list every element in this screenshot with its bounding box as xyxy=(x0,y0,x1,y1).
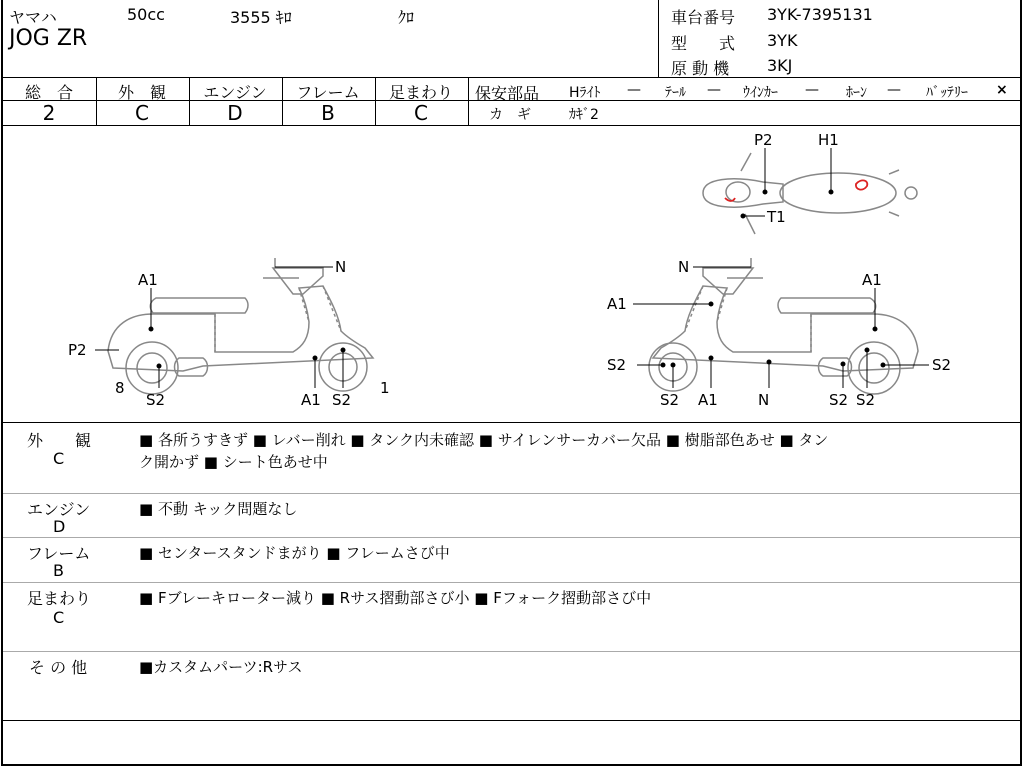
safety-item-horn: ﾎｰﾝ xyxy=(846,85,867,101)
grade-value-suspension: C xyxy=(414,101,428,125)
safety-item-headlight: Hﾗｲﾄ xyxy=(569,85,601,101)
comment-label-exterior: 外 観 xyxy=(27,431,92,450)
grade-label-engine: エンジン xyxy=(203,83,267,102)
diagram-bottom-rule xyxy=(3,422,1020,423)
diagram-label: P2 xyxy=(754,131,773,149)
diagram-label: A1 xyxy=(698,391,718,409)
diagram-label: A1 xyxy=(862,271,882,289)
diagram-label: N xyxy=(335,258,347,276)
comment-text-other: ■カスタムパーツ:Rサス xyxy=(139,658,303,676)
comment-text-frame: ■ センタースタンドまがり ■ フレームさび中 xyxy=(139,544,450,562)
displacement: 50cc xyxy=(127,5,165,24)
row-rule xyxy=(3,493,1020,494)
grade-value-engine: D xyxy=(227,101,243,125)
safety-parts-label: 保安部品 xyxy=(475,84,540,103)
frame-number-label: 車台番号 xyxy=(671,8,736,27)
safety-item-tail: ﾃｰﾙ xyxy=(665,85,686,101)
diagram-label: P2 xyxy=(68,341,87,359)
bottom-rule xyxy=(3,720,1020,721)
frame-number: 3YK-7395131 xyxy=(767,5,873,24)
comment-text-exterior: ■ 各所うすきず ■ レバー削れ ■ タンク内未確認 ■ サイレンサーカバー欠品 ■ 樹脂部色あせ ■ タン xyxy=(139,431,829,449)
model-name: JOG ZR xyxy=(9,26,88,51)
diagram-label: A1 xyxy=(301,391,321,409)
maker: ヤマハ xyxy=(9,8,57,27)
comment-grade-frame: B xyxy=(53,561,64,580)
grade-value-overall: 2 xyxy=(42,101,56,125)
type-label: 型 式 xyxy=(671,34,736,53)
safety-status-battery: × xyxy=(996,82,1008,98)
safety-status-winker: — xyxy=(805,82,819,98)
comment-text-exterior-2: ク開かず ■ シート色あせ中 xyxy=(139,453,328,471)
safety-item-winker: ｳｲﾝｶｰ xyxy=(743,85,778,101)
grade-value-frame: B xyxy=(321,101,335,125)
comment-label-other: そ の 他 xyxy=(29,658,88,677)
key-label: カ ギ xyxy=(489,107,531,123)
diagram-label: 8 xyxy=(115,379,125,397)
safety-item-battery: ﾊﾞｯﾃﾘｰ xyxy=(926,85,968,101)
diagram-label: S2 xyxy=(660,391,680,409)
comment-grade-exterior: C xyxy=(53,449,65,468)
key-value: ｶｷﾞ2 xyxy=(569,107,599,123)
header-rule xyxy=(3,77,1020,78)
diagram-label: S2 xyxy=(856,391,876,409)
comment-label-suspension: 足まわり xyxy=(27,589,92,608)
scooter-top-view xyxy=(703,153,917,234)
comment-label-frame: フレーム xyxy=(27,544,91,563)
safety-status-tail: — xyxy=(707,82,721,98)
comment-grade-engine: D xyxy=(53,517,66,536)
row-rule xyxy=(3,582,1020,583)
diagram-label: S2 xyxy=(829,391,849,409)
comment-label-engine: エンジン xyxy=(27,500,91,519)
row-rule xyxy=(3,537,1020,538)
safety-status-horn: — xyxy=(887,82,901,98)
engine-type-label: 原 動 機 xyxy=(671,59,730,78)
comment-text-engine: ■ 不動 キック問題なし xyxy=(139,500,298,518)
color: ｸﾛ xyxy=(398,8,415,27)
inspection-sheet xyxy=(1,0,1022,766)
damage-diagram xyxy=(3,126,1020,422)
grade-label-overall: 総 合 xyxy=(24,83,73,102)
header-divider xyxy=(658,0,659,77)
diagram-label: S2 xyxy=(146,391,166,409)
safety-status-headlight: — xyxy=(627,82,641,98)
engine-type-value: 3KJ xyxy=(767,56,793,75)
diagram-label: T1 xyxy=(767,208,786,226)
diagram-label: 1 xyxy=(380,379,390,397)
diagram-label: N xyxy=(678,258,690,276)
diagram-label: S2 xyxy=(607,356,627,374)
grade-value-exterior: C xyxy=(135,101,149,125)
grade-divider xyxy=(468,77,469,125)
row-rule xyxy=(3,651,1020,652)
diagram-label: A1 xyxy=(138,271,158,289)
comment-text-suspension: ■ Fブレーキローター減り ■ Rサス摺動部さび小 ■ Fフォーク摺動部さび中 xyxy=(139,589,652,607)
diagram-label: S2 xyxy=(932,356,952,374)
damage-marks xyxy=(725,180,867,201)
type-value: 3YK xyxy=(767,31,798,50)
grade-label-suspension: 足まわり xyxy=(388,83,453,102)
mileage: 3555 ｷﾛ xyxy=(230,8,292,27)
diagram-label: H1 xyxy=(818,131,839,149)
diagram-label: A1 xyxy=(607,295,627,313)
diagram-label: S2 xyxy=(332,391,352,409)
grade-label-exterior: 外 観 xyxy=(117,83,166,102)
comment-grade-suspension: C xyxy=(53,608,65,627)
diagram-label: N xyxy=(758,391,770,409)
grade-label-frame: フレーム xyxy=(296,83,360,102)
